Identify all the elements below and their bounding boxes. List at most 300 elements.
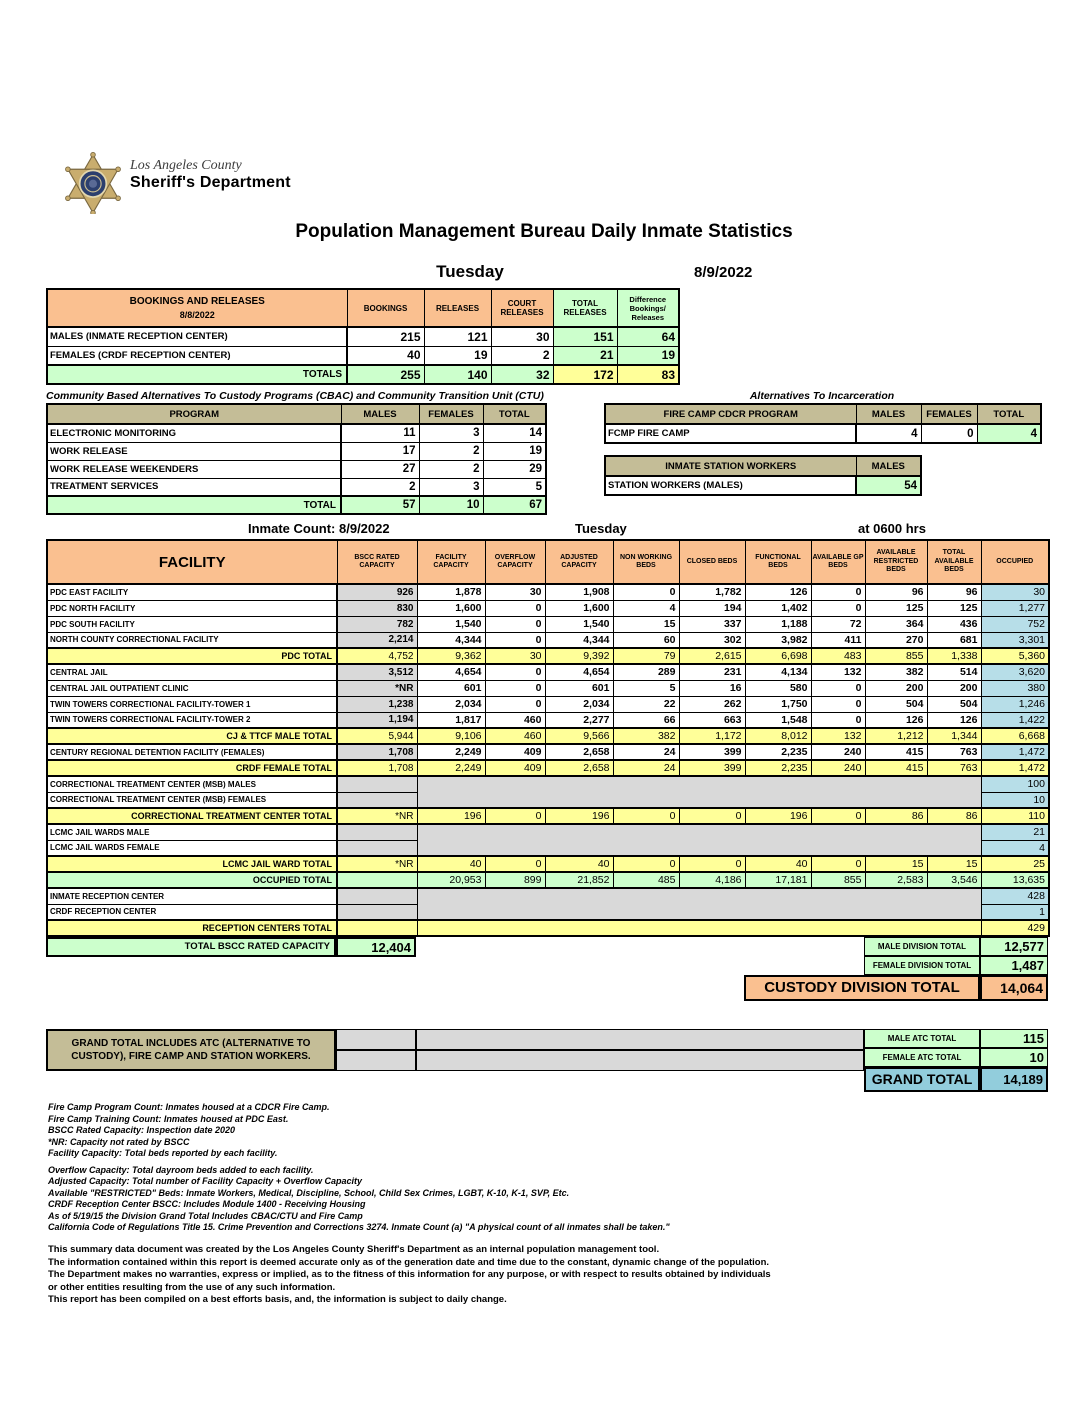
merged-empty-span <box>417 920 981 936</box>
empty-cell <box>336 1050 416 1071</box>
bscc-cell <box>337 888 417 904</box>
value-cell: 9,362 <box>417 648 485 664</box>
bscc-cell: 4,752 <box>337 648 417 664</box>
disclaimer-line: or other entities resulting from the use of any such information. <box>48 1281 336 1293</box>
value-cell: 1,344 <box>927 728 981 744</box>
value-cell: 0 <box>811 600 865 616</box>
occupied-cell: 100 <box>981 776 1049 792</box>
occupied-cell: 21 <box>981 824 1049 840</box>
bscc-cell: 1,708 <box>337 744 417 760</box>
value-cell: 411 <box>811 632 865 648</box>
agency-name: Sheriff's Department <box>130 174 291 191</box>
value-cell: 72 <box>811 616 865 632</box>
bscc-cell <box>337 904 417 920</box>
facility-row <box>47 648 1049 664</box>
value-cell: 382 <box>613 728 679 744</box>
footnote-line: Fire Camp Program Count: Inmates housed at a CDCR Fire Camp. <box>48 1102 330 1112</box>
occupied-cell: 10 <box>981 792 1049 808</box>
row-label: ELECTRONIC MONITORING <box>47 424 341 442</box>
value-cell: 681 <box>927 632 981 648</box>
value-cell: 27 <box>341 460 419 478</box>
column-header: COURT RELEASES <box>491 289 553 327</box>
value-cell: 337 <box>679 616 745 632</box>
facility-row-label: LCMC JAIL WARDS MALE <box>47 824 337 840</box>
facility-row <box>47 696 1049 712</box>
row-label: TOTAL <box>47 496 341 514</box>
column-header: TOTAL <box>483 404 546 424</box>
value-cell: 0 <box>811 712 865 728</box>
row-label: TOTALS <box>47 365 347 384</box>
row-label: WORK RELEASE WEEKENDERS <box>47 460 341 478</box>
column-header: FIRE CAMP CDCR PROGRAM <box>605 404 856 424</box>
facility-row <box>47 728 1049 744</box>
value-cell: 19 <box>483 442 546 460</box>
fire-camp-header-row <box>605 404 1041 424</box>
value-cell: 1,338 <box>927 648 981 664</box>
occupied-cell: 5,360 <box>981 648 1049 664</box>
column-header: FEMALES <box>419 404 483 424</box>
value-cell: 2,658 <box>545 760 613 776</box>
station-workers-table <box>604 455 922 496</box>
grand-total-section <box>46 1029 1048 1095</box>
inmate-count-label: Inmate Count: 8/9/2022 <box>248 521 390 536</box>
value-cell: 2,235 <box>745 744 811 760</box>
value-cell: 8,012 <box>745 728 811 744</box>
bookings-header-row <box>47 289 679 327</box>
merged-empty-span <box>417 824 981 856</box>
value-cell: 0 <box>485 632 545 648</box>
value-cell: 663 <box>679 712 745 728</box>
value-cell: 196 <box>545 808 613 824</box>
value-cell: 15 <box>865 856 927 872</box>
value-cell: 200 <box>927 680 981 696</box>
facility-row-label: NORTH COUNTY CORRECTIONAL FACILITY <box>47 632 337 648</box>
footnote-line: California Code of Regulations Title 15. Crime Prevention and Corrections 3274. Inmate Count (a) "A physical count of all inmates shall be taken." <box>48 1222 670 1232</box>
value-cell: 11 <box>341 424 419 442</box>
row-label: MALES (INMATE RECEPTION CENTER) <box>47 327 347 346</box>
value-cell: 4,654 <box>417 664 485 680</box>
value-cell: 40 <box>347 346 424 365</box>
value-cell: 10 <box>419 496 483 514</box>
value-cell: 24 <box>613 760 679 776</box>
empty-cell <box>336 1029 416 1050</box>
column-header: MALES <box>341 404 419 424</box>
grand-total-label: GRAND TOTAL <box>864 1067 980 1092</box>
value-cell: 5 <box>613 680 679 696</box>
column-header: BOOKINGS <box>347 289 424 327</box>
occupied-cell: 1 <box>981 904 1049 920</box>
bscc-cell: 1,708 <box>337 760 417 776</box>
value-cell: 15 <box>613 616 679 632</box>
value-cell: 196 <box>745 808 811 824</box>
merged-empty-span <box>417 776 981 808</box>
value-cell: 364 <box>865 616 927 632</box>
facility-row-label: CRDF FEMALE TOTAL <box>47 760 337 776</box>
value-cell: 30 <box>485 584 545 600</box>
value-cell: 1,402 <box>745 600 811 616</box>
division-totals-section <box>46 937 1048 1021</box>
page-title: Population Management Bureau Daily Inmate Statistics <box>295 221 793 242</box>
facility-row-label: CENTURY REGIONAL DETENTION FACILITY (FEMALES) <box>47 744 337 760</box>
column-header: MALES <box>856 404 921 424</box>
column-header: Difference Bookings/ Releases <box>617 289 679 327</box>
bscc-cell <box>337 792 417 808</box>
cbac-row <box>47 460 546 478</box>
value-cell: 32 <box>491 365 553 384</box>
value-cell: 19 <box>424 346 491 365</box>
bscc-cell <box>337 824 417 840</box>
value-cell: 2,277 <box>545 712 613 728</box>
value-cell: 0 <box>811 584 865 600</box>
bscc-cell: *NR <box>337 680 417 696</box>
occupied-cell: 6,668 <box>981 728 1049 744</box>
facility-row-label: TWIN TOWERS CORRECTIONAL FACILITY-TOWER 2 <box>47 712 337 728</box>
column-header: INMATE STATION WORKERS <box>605 456 856 476</box>
bscc-cell: 926 <box>337 584 417 600</box>
inmate-count-day: Tuesday <box>575 521 627 536</box>
facility-row-label: TWIN TOWERS CORRECTIONAL FACILITY-TOWER 1 <box>47 696 337 712</box>
value-cell: 21,852 <box>545 872 613 888</box>
value-cell: 121 <box>424 327 491 346</box>
occupied-cell: 1,246 <box>981 696 1049 712</box>
column-header: OCCUPIED <box>981 540 1049 584</box>
value-cell: 30 <box>491 327 553 346</box>
value-cell: 9,392 <box>545 648 613 664</box>
male-division-total-label: MALE DIVISION TOTAL <box>864 937 980 956</box>
value-cell: 1,540 <box>545 616 613 632</box>
footnote-line: *NR: Capacity not rated by BSCC <box>48 1136 190 1147</box>
facility-row-label: LCMC JAIL WARDS FEMALE <box>47 840 337 856</box>
occupied-cell: 25 <box>981 856 1049 872</box>
occupied-cell: 1,472 <box>981 760 1049 776</box>
value-cell: 4,186 <box>679 872 745 888</box>
bscc-cell: 2,214 <box>337 632 417 648</box>
value-cell: 24 <box>613 744 679 760</box>
value-cell: 15 <box>927 856 981 872</box>
value-cell: 255 <box>347 365 424 384</box>
value-cell: 514 <box>927 664 981 680</box>
female-atc-total-label: FEMALE ATC TOTAL <box>864 1048 980 1067</box>
value-cell: 9,566 <box>545 728 613 744</box>
male-atc-total-label: MALE ATC TOTAL <box>864 1029 980 1048</box>
bscc-cell <box>337 920 417 936</box>
value-cell: 601 <box>545 680 613 696</box>
occupied-cell: 30 <box>981 584 1049 600</box>
custody-division-total-value: 14,064 <box>980 975 1048 1001</box>
value-cell: 196 <box>417 808 485 824</box>
column-header: TOTAL <box>977 404 1041 424</box>
column-header: BSCC RATED CAPACITY <box>337 540 417 584</box>
bscc-cell: *NR <box>337 808 417 824</box>
female-division-total-value: 1,487 <box>980 956 1048 975</box>
column-header: AVAILABLE RESTRICTED BEDS <box>865 540 927 584</box>
value-cell: 1,817 <box>417 712 485 728</box>
value-cell: 4 <box>856 424 921 443</box>
value-cell: 0 <box>679 856 745 872</box>
value-cell: 20,953 <box>417 872 485 888</box>
occupied-cell: 1,277 <box>981 600 1049 616</box>
occupied-cell: 13,635 <box>981 872 1049 888</box>
occupied-cell: 3,301 <box>981 632 1049 648</box>
bscc-cell: 830 <box>337 600 417 616</box>
value-cell: 855 <box>811 872 865 888</box>
facility-row-label: RECEPTION CENTERS TOTAL <box>47 920 337 936</box>
value-cell: 1,600 <box>545 600 613 616</box>
occupied-cell: 3,620 <box>981 664 1049 680</box>
bookings-table-title: BOOKINGS AND RELEASES 8/8/2022 <box>47 289 347 327</box>
row-label: FEMALES (CRDF RECEPTION CENTER) <box>47 346 347 365</box>
value-cell: 2,615 <box>679 648 745 664</box>
value-cell: 436 <box>927 616 981 632</box>
female-atc-total-value: 10 <box>980 1048 1048 1067</box>
column-header: FACILITY <box>47 540 337 584</box>
value-cell: 4,134 <box>745 664 811 680</box>
female-division-total-label: FEMALE DIVISION TOTAL <box>864 956 980 975</box>
facility-row <box>47 776 1049 792</box>
value-cell: 1,908 <box>545 584 613 600</box>
value-cell: 2 <box>341 478 419 496</box>
column-header: CLOSED BEDS <box>679 540 745 584</box>
footnote-line: CRDF Reception Center BSCC: Includes Module 1400 - Receiving Housing <box>48 1199 366 1209</box>
male-division-total-value: 12,577 <box>980 937 1048 956</box>
value-cell: 763 <box>927 760 981 776</box>
value-cell: 580 <box>745 680 811 696</box>
value-cell: 16 <box>679 680 745 696</box>
occupied-cell: 752 <box>981 616 1049 632</box>
value-cell: 66 <box>613 712 679 728</box>
footnotes <box>48 1102 670 1234</box>
value-cell: 2,583 <box>865 872 927 888</box>
occupied-cell: 1,472 <box>981 744 1049 760</box>
occupied-cell: 4 <box>981 840 1049 856</box>
custody-division-total-label: CUSTODY DIVISION TOTAL <box>744 975 980 1001</box>
value-cell: 409 <box>485 760 545 776</box>
footnote-line: As of 5/19/15 the Division Grand Total Includes CBAC/CTU and Fire Camp <box>48 1210 363 1221</box>
value-cell: 0 <box>613 808 679 824</box>
value-cell: 0 <box>613 856 679 872</box>
facility-row <box>47 712 1049 728</box>
value-cell: 0 <box>485 664 545 680</box>
value-cell: 855 <box>865 648 927 664</box>
facility-row-label: PDC EAST FACILITY <box>47 584 337 600</box>
value-cell: 2 <box>419 460 483 478</box>
report-day: Tuesday <box>436 262 504 281</box>
value-cell: 4,344 <box>417 632 485 648</box>
value-cell: 2,249 <box>417 744 485 760</box>
value-cell: 126 <box>865 712 927 728</box>
value-cell: 67 <box>483 496 546 514</box>
occupied-cell: 380 <box>981 680 1049 696</box>
bscc-cell <box>337 776 417 792</box>
facility-row-label: CORRECTIONAL TREATMENT CENTER (MSB) FEMALES <box>47 792 337 808</box>
column-header: PROGRAM <box>47 404 341 424</box>
value-cell: 54 <box>856 476 921 495</box>
value-cell: 4,344 <box>545 632 613 648</box>
value-cell: 22 <box>613 696 679 712</box>
bookings-row <box>47 346 679 365</box>
value-cell: 64 <box>617 327 679 346</box>
facility-row <box>47 888 1049 904</box>
value-cell: 231 <box>679 664 745 680</box>
bookings-releases-table <box>46 288 680 385</box>
value-cell: 17 <box>341 442 419 460</box>
value-cell: 3,546 <box>927 872 981 888</box>
facility-row-label: PDC TOTAL <box>47 648 337 664</box>
bscc-cell: 5,944 <box>337 728 417 744</box>
column-header: TOTAL AVAILABLE BEDS <box>927 540 981 584</box>
value-cell: 0 <box>613 584 679 600</box>
occupied-cell: 429 <box>981 920 1049 936</box>
value-cell: 3 <box>419 424 483 442</box>
value-cell: 96 <box>865 584 927 600</box>
value-cell: 1,600 <box>417 600 485 616</box>
row-label: STATION WORKERS (MALES) <box>605 476 856 495</box>
value-cell: 0 <box>485 616 545 632</box>
facility-row <box>47 920 1049 936</box>
column-header: RELEASES <box>424 289 491 327</box>
value-cell: 240 <box>811 744 865 760</box>
sheriff-star-badge-icon <box>64 150 122 214</box>
value-cell: 125 <box>865 600 927 616</box>
value-cell: 132 <box>811 664 865 680</box>
value-cell: 0 <box>679 808 745 824</box>
value-cell: 3,982 <box>745 632 811 648</box>
value-cell: 2 <box>491 346 553 365</box>
value-cell: 4 <box>613 600 679 616</box>
facility-row <box>47 760 1049 776</box>
value-cell: 126 <box>927 712 981 728</box>
value-cell: 5 <box>483 478 546 496</box>
value-cell: 4,654 <box>545 664 613 680</box>
facility-row-label: CJ & TTCF MALE TOTAL <box>47 728 337 744</box>
value-cell: 270 <box>865 632 927 648</box>
column-header: FEMALES <box>921 404 977 424</box>
value-cell: 151 <box>553 327 617 346</box>
bscc-cell <box>337 872 417 888</box>
value-cell: 132 <box>811 728 865 744</box>
grand-total-value: 14,189 <box>980 1067 1048 1092</box>
value-cell: 215 <box>347 327 424 346</box>
value-cell: 1,212 <box>865 728 927 744</box>
value-cell: 504 <box>927 696 981 712</box>
facility-row <box>47 744 1049 760</box>
value-cell: 2,249 <box>417 760 485 776</box>
facility-row <box>47 808 1049 824</box>
station-workers-header-row <box>605 456 921 476</box>
value-cell: 60 <box>613 632 679 648</box>
facility-row-label: LCMC JAIL WARD TOTAL <box>47 856 337 872</box>
value-cell: 0 <box>485 808 545 824</box>
value-cell: 86 <box>865 808 927 824</box>
facility-row <box>47 824 1049 840</box>
value-cell: 17,181 <box>745 872 811 888</box>
facility-row-label: PDC NORTH FACILITY <box>47 600 337 616</box>
disclaimer-line: The information contained within this report is deemed accurate only as of the generation date and time due to the constant, dynamic change of the population. <box>48 1256 770 1268</box>
facility-row-label: OCCUPIED TOTAL <box>47 872 337 888</box>
value-cell: 1,782 <box>679 584 745 600</box>
value-cell: 4 <box>977 424 1041 443</box>
column-header: MALES <box>856 456 921 476</box>
facility-row <box>47 872 1049 888</box>
value-cell: 1,750 <box>745 696 811 712</box>
row-label: WORK RELEASE <box>47 442 341 460</box>
value-cell: 763 <box>927 744 981 760</box>
cbac-row <box>47 478 546 496</box>
value-cell: 86 <box>927 808 981 824</box>
value-cell: 0 <box>921 424 977 443</box>
value-cell: 2,034 <box>545 696 613 712</box>
report-date: 8/9/2022 <box>694 264 753 281</box>
value-cell: 399 <box>679 760 745 776</box>
value-cell: 399 <box>679 744 745 760</box>
value-cell: 2,034 <box>417 696 485 712</box>
value-cell: 40 <box>545 856 613 872</box>
cbac-header-row <box>47 404 546 424</box>
column-header: AVAILABLE GP BEDS <box>811 540 865 584</box>
merged-empty-span <box>417 888 981 920</box>
value-cell: 1,548 <box>745 712 811 728</box>
disclaimer-line: This summary data document was created by the Los Angeles County Sheriff's Department as an internal population management tool. <box>48 1244 660 1255</box>
value-cell: 485 <box>613 872 679 888</box>
footnote-line: Fire Camp Training Count: Inmates housed at PDC East. <box>48 1113 289 1124</box>
value-cell: 0 <box>485 696 545 712</box>
fire-camp-row <box>605 424 1041 443</box>
value-cell: 460 <box>485 712 545 728</box>
footnote-line: Overflow Capacity: Total dayroom beds added to each facility. <box>48 1164 314 1175</box>
bscc-cell: 1,238 <box>337 696 417 712</box>
value-cell: 40 <box>417 856 485 872</box>
value-cell: 415 <box>865 760 927 776</box>
inmate-count-time: at 0600 hrs <box>858 521 926 536</box>
value-cell: 40 <box>745 856 811 872</box>
value-cell: 460 <box>485 728 545 744</box>
facility-row-label: INMATE RECEPTION CENTER <box>47 888 337 904</box>
value-cell: 2,658 <box>545 744 613 760</box>
station-workers-row <box>605 476 921 495</box>
value-cell: 30 <box>485 648 545 664</box>
facility-row <box>47 632 1049 648</box>
grand-total-note: GRAND TOTAL INCLUDES ATC (ALTERNATIVE TO CUSTODY), FIRE CAMP AND STATION WORKERS. <box>46 1029 336 1071</box>
value-cell: 1,878 <box>417 584 485 600</box>
facility-row-label: CORRECTIONAL TREATMENT CENTER TOTAL <box>47 808 337 824</box>
column-header: ADJUSTED CAPACITY <box>545 540 613 584</box>
facility-header-row <box>47 540 1049 584</box>
value-cell: 57 <box>341 496 419 514</box>
value-cell: 21 <box>553 346 617 365</box>
empty-cell <box>416 1029 864 1050</box>
total-bscc-capacity-value: 12,404 <box>336 937 416 957</box>
value-cell: 96 <box>927 584 981 600</box>
value-cell: 483 <box>811 648 865 664</box>
value-cell: 0 <box>811 680 865 696</box>
bookings-row <box>47 327 679 346</box>
cbac-ctu-table <box>46 403 547 515</box>
facility-row <box>47 616 1049 632</box>
footnote-line: Facility Capacity: Total beds reported by each facility. <box>48 1148 278 1158</box>
disclaimer-line: This report has been compiled on a best efforts basis, and, the information is subject to daily change. <box>48 1294 507 1305</box>
value-cell: 14 <box>483 424 546 442</box>
facility-row <box>47 600 1049 616</box>
row-label: FCMP FIRE CAMP <box>605 424 856 443</box>
value-cell: 289 <box>613 664 679 680</box>
facility-statistics-table <box>46 539 1050 937</box>
value-cell: 140 <box>424 365 491 384</box>
value-cell: 1,540 <box>417 616 485 632</box>
facility-row-label: CRDF RECEPTION CENTER <box>47 904 337 920</box>
facility-row <box>47 584 1049 600</box>
facility-row <box>47 856 1049 872</box>
value-cell: 0 <box>485 680 545 696</box>
